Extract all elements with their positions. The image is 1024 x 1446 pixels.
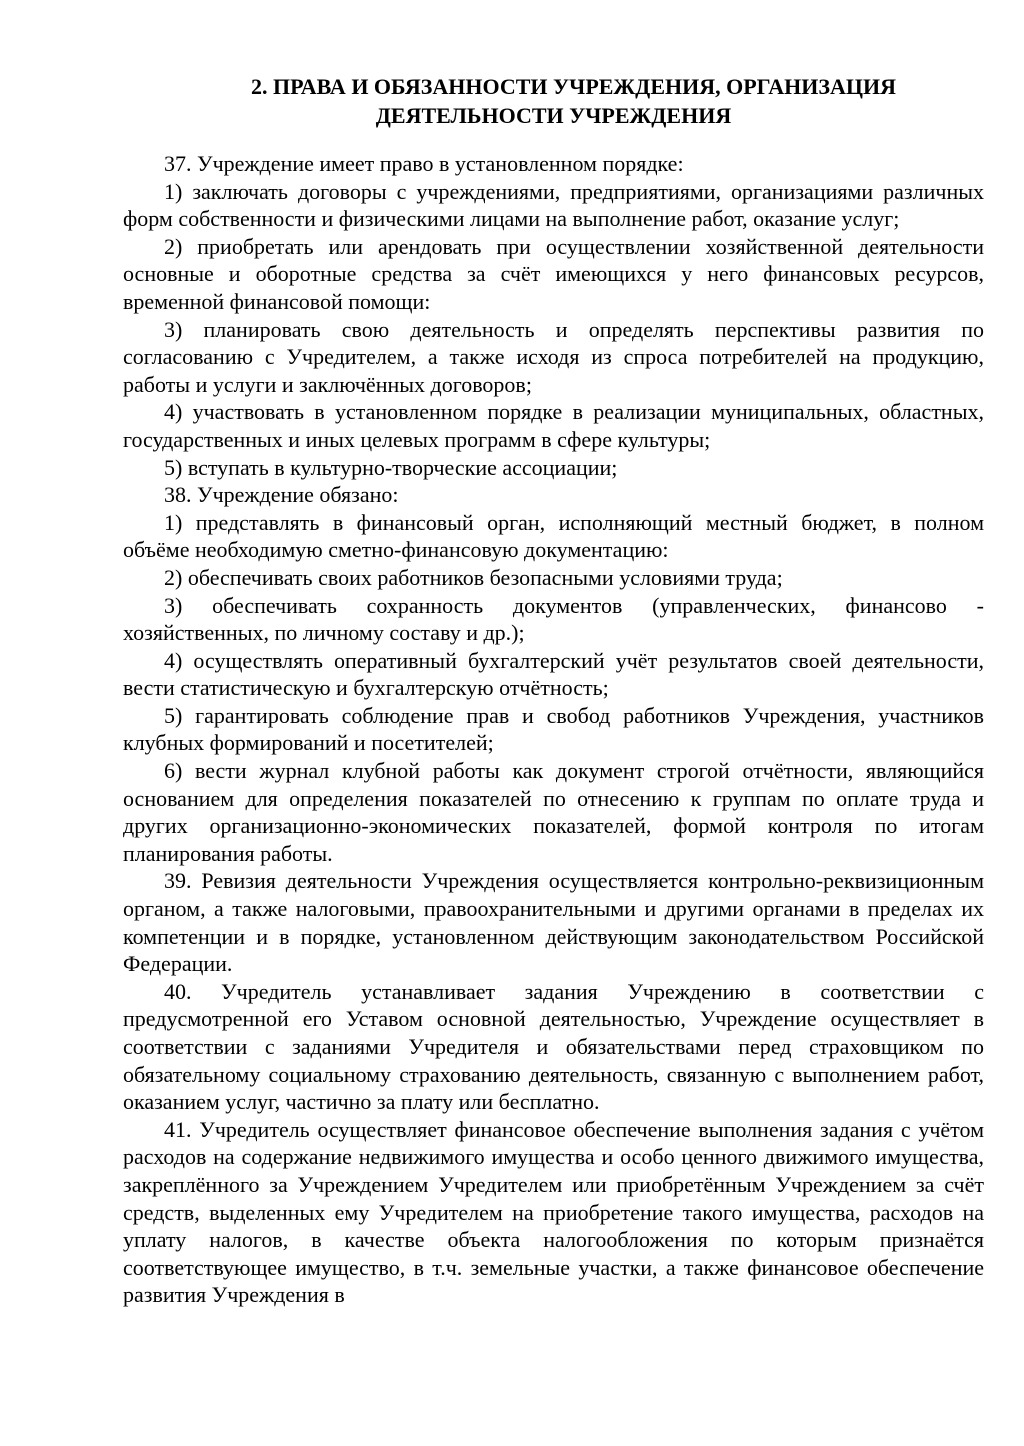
paragraph-38-item-4: 4) осуществлять оперативный бухгалтерский учёт результатов своей деятельности, вести статистическую и бухгалтерскую отчётность; (123, 647, 984, 701)
paragraph-37: 37. Учреждение имеет право в установленном порядке: (164, 151, 684, 176)
paragraph-37-item-1: 1) заключать договоры с учреждениями, предприятиями, организациями различных форм собственности и физическими лицами на выполнение работ, оказание услуг; (123, 178, 984, 232)
paragraph-37-item-5: 5) вступать в культурно-творческие ассоциации; (164, 454, 618, 480)
paragraph-38-item-1: 1) представлять в финансовый орган, исполняющий местный бюджет, в полном объёме необходимую сметно-финансовую документацию: (123, 509, 984, 563)
section-title-line-1: 2. ПРАВА И ОБЯЗАННОСТИ УЧРЕЖДЕНИЯ, ОРГАНИЗАЦИЯ (251, 74, 896, 99)
paragraph-37-item-4: 4) участвовать в установленном порядке в реализации муниципальных, областных, государственных и иных целевых программ в сфере культуры; (123, 399, 984, 452)
paragraph-37-item-3: 3) планировать свою деятельность и определять перспективы развития по согласованию с Учредителем, а также исходя из спроса потребителей на продукцию, работы и услуги и заключённых договоров; (123, 316, 984, 397)
document-body (123, 150, 984, 1309)
paragraph-38-item-2: 2) обеспечивать своих работников безопасными условиями труда; (164, 564, 783, 590)
section-title-line-2: ДЕЯТЕЛЬНОСТИ УЧРЕЖДЕНИЯ (375, 103, 732, 128)
paragraph-38-item-6: 6) вести журнал клубной работы как документ строгой отчётности, являющийся основанием для определения показателей по отнесению к группам по оплате труда и других организационно-экономических показателей, формой контроля по итогам планирования работы. (123, 758, 984, 866)
section-title (123, 72, 984, 130)
paragraph-38-item-3: 3) обеспечивать сохранность документов (управленческих, финансово - хозяйственных, по личному составу и др.); (123, 592, 984, 646)
paragraph-41: 41. Учредитель осуществляет финансовое обеспечение выполнения задания с учётом расходов на содержание недвижимого имущества и особо ценного движимого имущества, закреплённого за Учреждением Учредителем или приобретённым Учреждением за счёт средств, выделенных ему Учредителем на приобретение такого имущества, расходов на уплату налогов, в качестве объекта налогообложения по которым признаётся соответствующее имущество, в т.ч. земельные участки, а также финансовое обеспечение развития Учреждения в (123, 1116, 984, 1308)
paragraph-38: 38. Учреждение обязано: (164, 482, 399, 508)
paragraph-38-item-5: 5) гарантировать соблюдение прав и свобод работников Учреждения, участников клубных формирований и посетителей; (123, 702, 984, 756)
paragraph-37-item-2: 2) приобретать или арендовать при осуществлении хозяйственной деятельности основные и оборотные средства за счёт имеющихся у него финансовых ресурсов, временной финансовой помощи: (123, 233, 984, 314)
paragraph-40: 40. Учредитель устанавливает задания Учреждению в соответствии с предусмотренной его Уставом основной деятельностью, Учреждение осуществляет в соответствии с заданиями Учредителя и обязательствами перед страховщиком по обязательному социальному страхованию деятельность, связанную с выполнением работ, оказанием услуг, частично за плату или бесплатно. (123, 978, 984, 1115)
paragraph-39: 39. Ревизия деятельности Учреждения осуществляется контрольно-реквизиционным органом, а также налоговыми, правоохранительными и другими органами в пределах их компетенции и в порядке, установленном действующим законодательством Российской Федерации. (123, 868, 984, 977)
